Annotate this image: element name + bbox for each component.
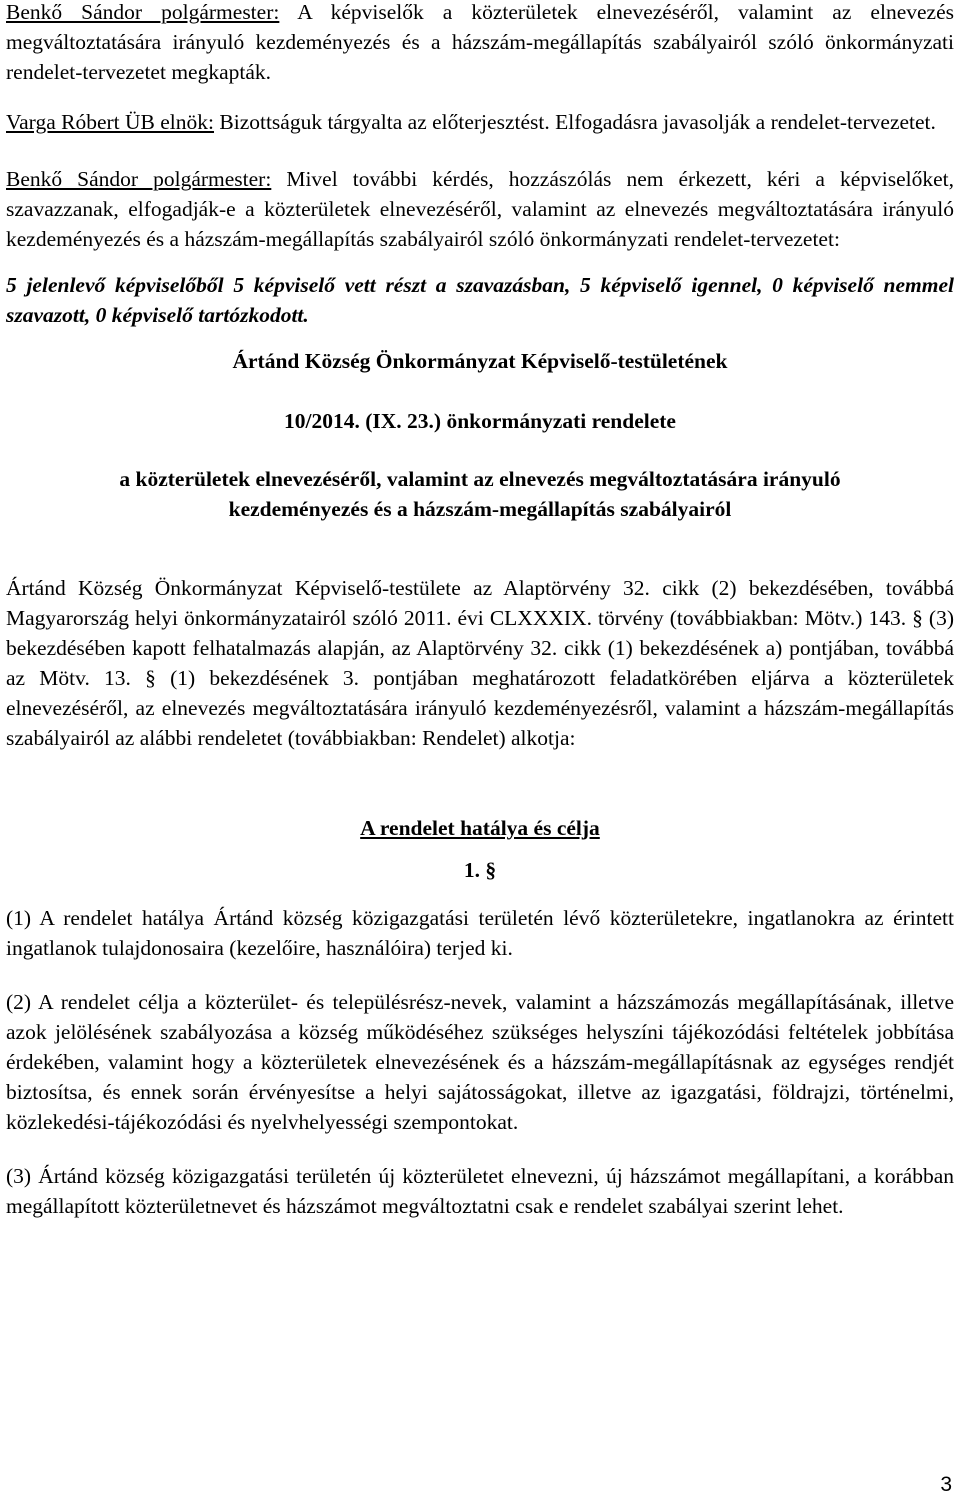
speaker-name: Varga Róbert ÜB elnök: xyxy=(6,110,214,134)
paragraph-committee-chair xyxy=(6,107,954,137)
page-number: 3 xyxy=(940,1473,952,1496)
section-number: 1. § xyxy=(463,858,497,882)
decree-issuing-body: Ártánd Község Önkormányzat Képviselő-testületének xyxy=(232,349,728,373)
paragraph-text: Mivel további kérdés, hozzászólás nem érkezett, kéri a képviselőket, szavazzanak, elfogadják-e a közterületek elnevezéséről, valamint az elnevezés megváltoztatására irányuló kezdeményezés és a házszám-megállapítás szabályairól szóló önkormányzati rendelet-tervezetet: xyxy=(6,167,954,251)
paragraph-mayor-vote-call xyxy=(6,164,954,254)
paragraph-mayor-intro xyxy=(6,0,954,87)
decree-number: 10/2014. (IX. 23.) önkormányzati rendelete xyxy=(284,409,676,433)
vote-result: 5 jelenlevő képviselőből 5 képviselő vett részt a szavazásban, 5 képviselő igennel, 0 képviselő nemmel szavazott, 0 képviselő tartózkodott. xyxy=(6,273,954,327)
section-title: A rendelet hatálya és célja xyxy=(360,816,600,840)
decree-title-line-1: a közterületek elnevezéséről, valamint az elnevezés megváltoztatására irányuló xyxy=(119,467,841,491)
speaker-name: Benkő Sándor polgármester: xyxy=(6,0,280,24)
paragraph-text: Bizottságuk tárgyalta az előterjesztést. Elfogadásra javasolják a rendelet-tervezetet. xyxy=(214,110,936,134)
decree-preamble: Ártánd Község Önkormányzat Képviselő-testülete az Alaptörvény 32. cikk (2) bekezdésében, továbbá Magyarország helyi önkormányzatairól szóló 2011. évi CLXXXIX. törvény (továbbiakban: Mötv.) 143. § (3) bekezdésében kapott felhatalmazás alapján, az Alaptörvény 32. cikk (1) bekezdésének a) pontjában, továbbá az Mötv. 13. § (1) bekezdésének 3. pontjában meghatározott feladatkörében eljárva a közterületek elnevezéséről, az elnevezés megváltoztatására irányuló kezdeményezésről, valamint a házszám-megállapítás szabályairól az alábbi rendeletet (továbbiakban: Rendelet) alkotja: xyxy=(6,576,954,750)
speaker-name: Benkő Sándor polgármester: xyxy=(6,167,272,191)
paragraph-text: A képviselők a közterületek elnevezéséről, valamint az elnevezés megváltoztatására irányuló kezdeményezés és a házszám-megállapítás szabályairól szóló önkormányzati rendelet-tervezetet megkapták. xyxy=(6,0,954,84)
clause-3: (3) Ártánd község közigazgatási területén új közterületet elnevezni, új házszámot megállapítani, a korábban megállapított közterületnevet és házszámot megváltoztatni csak e rendelet szabályai szerint lehet. xyxy=(6,1164,954,1218)
document-page xyxy=(6,0,954,1221)
clause-1: (1) A rendelet hatálya Ártánd község közigazgatási területén lévő közterületekre, ingatlanokra az érintett ingatlanok tulajdonosaira (kezelőire, használóira) terjed ki. xyxy=(6,906,954,960)
decree-title-line-2: kezdeményezés és a házszám-megállapítás szabályairól xyxy=(228,497,732,521)
clause-2: (2) A rendelet célja a közterület- és településrész-nevek, valamint a házszámozás megállapításának, illetve azok jelölésének szabályozása a község működéséhez szükséges helyszíni tájékozódási feltételek jobbítása érdekében, valamint hogy a közterületek elnevezésének és a házszám-megállapításnak az egységes rendjét biztosítsa, és ennek során érvényesítse a helyi sajátosságokat, illetve az igazgatási, földrajzi, történelmi, közlekedési-tájékozódási és nyelvhelyességi szempontokat. xyxy=(6,990,954,1134)
